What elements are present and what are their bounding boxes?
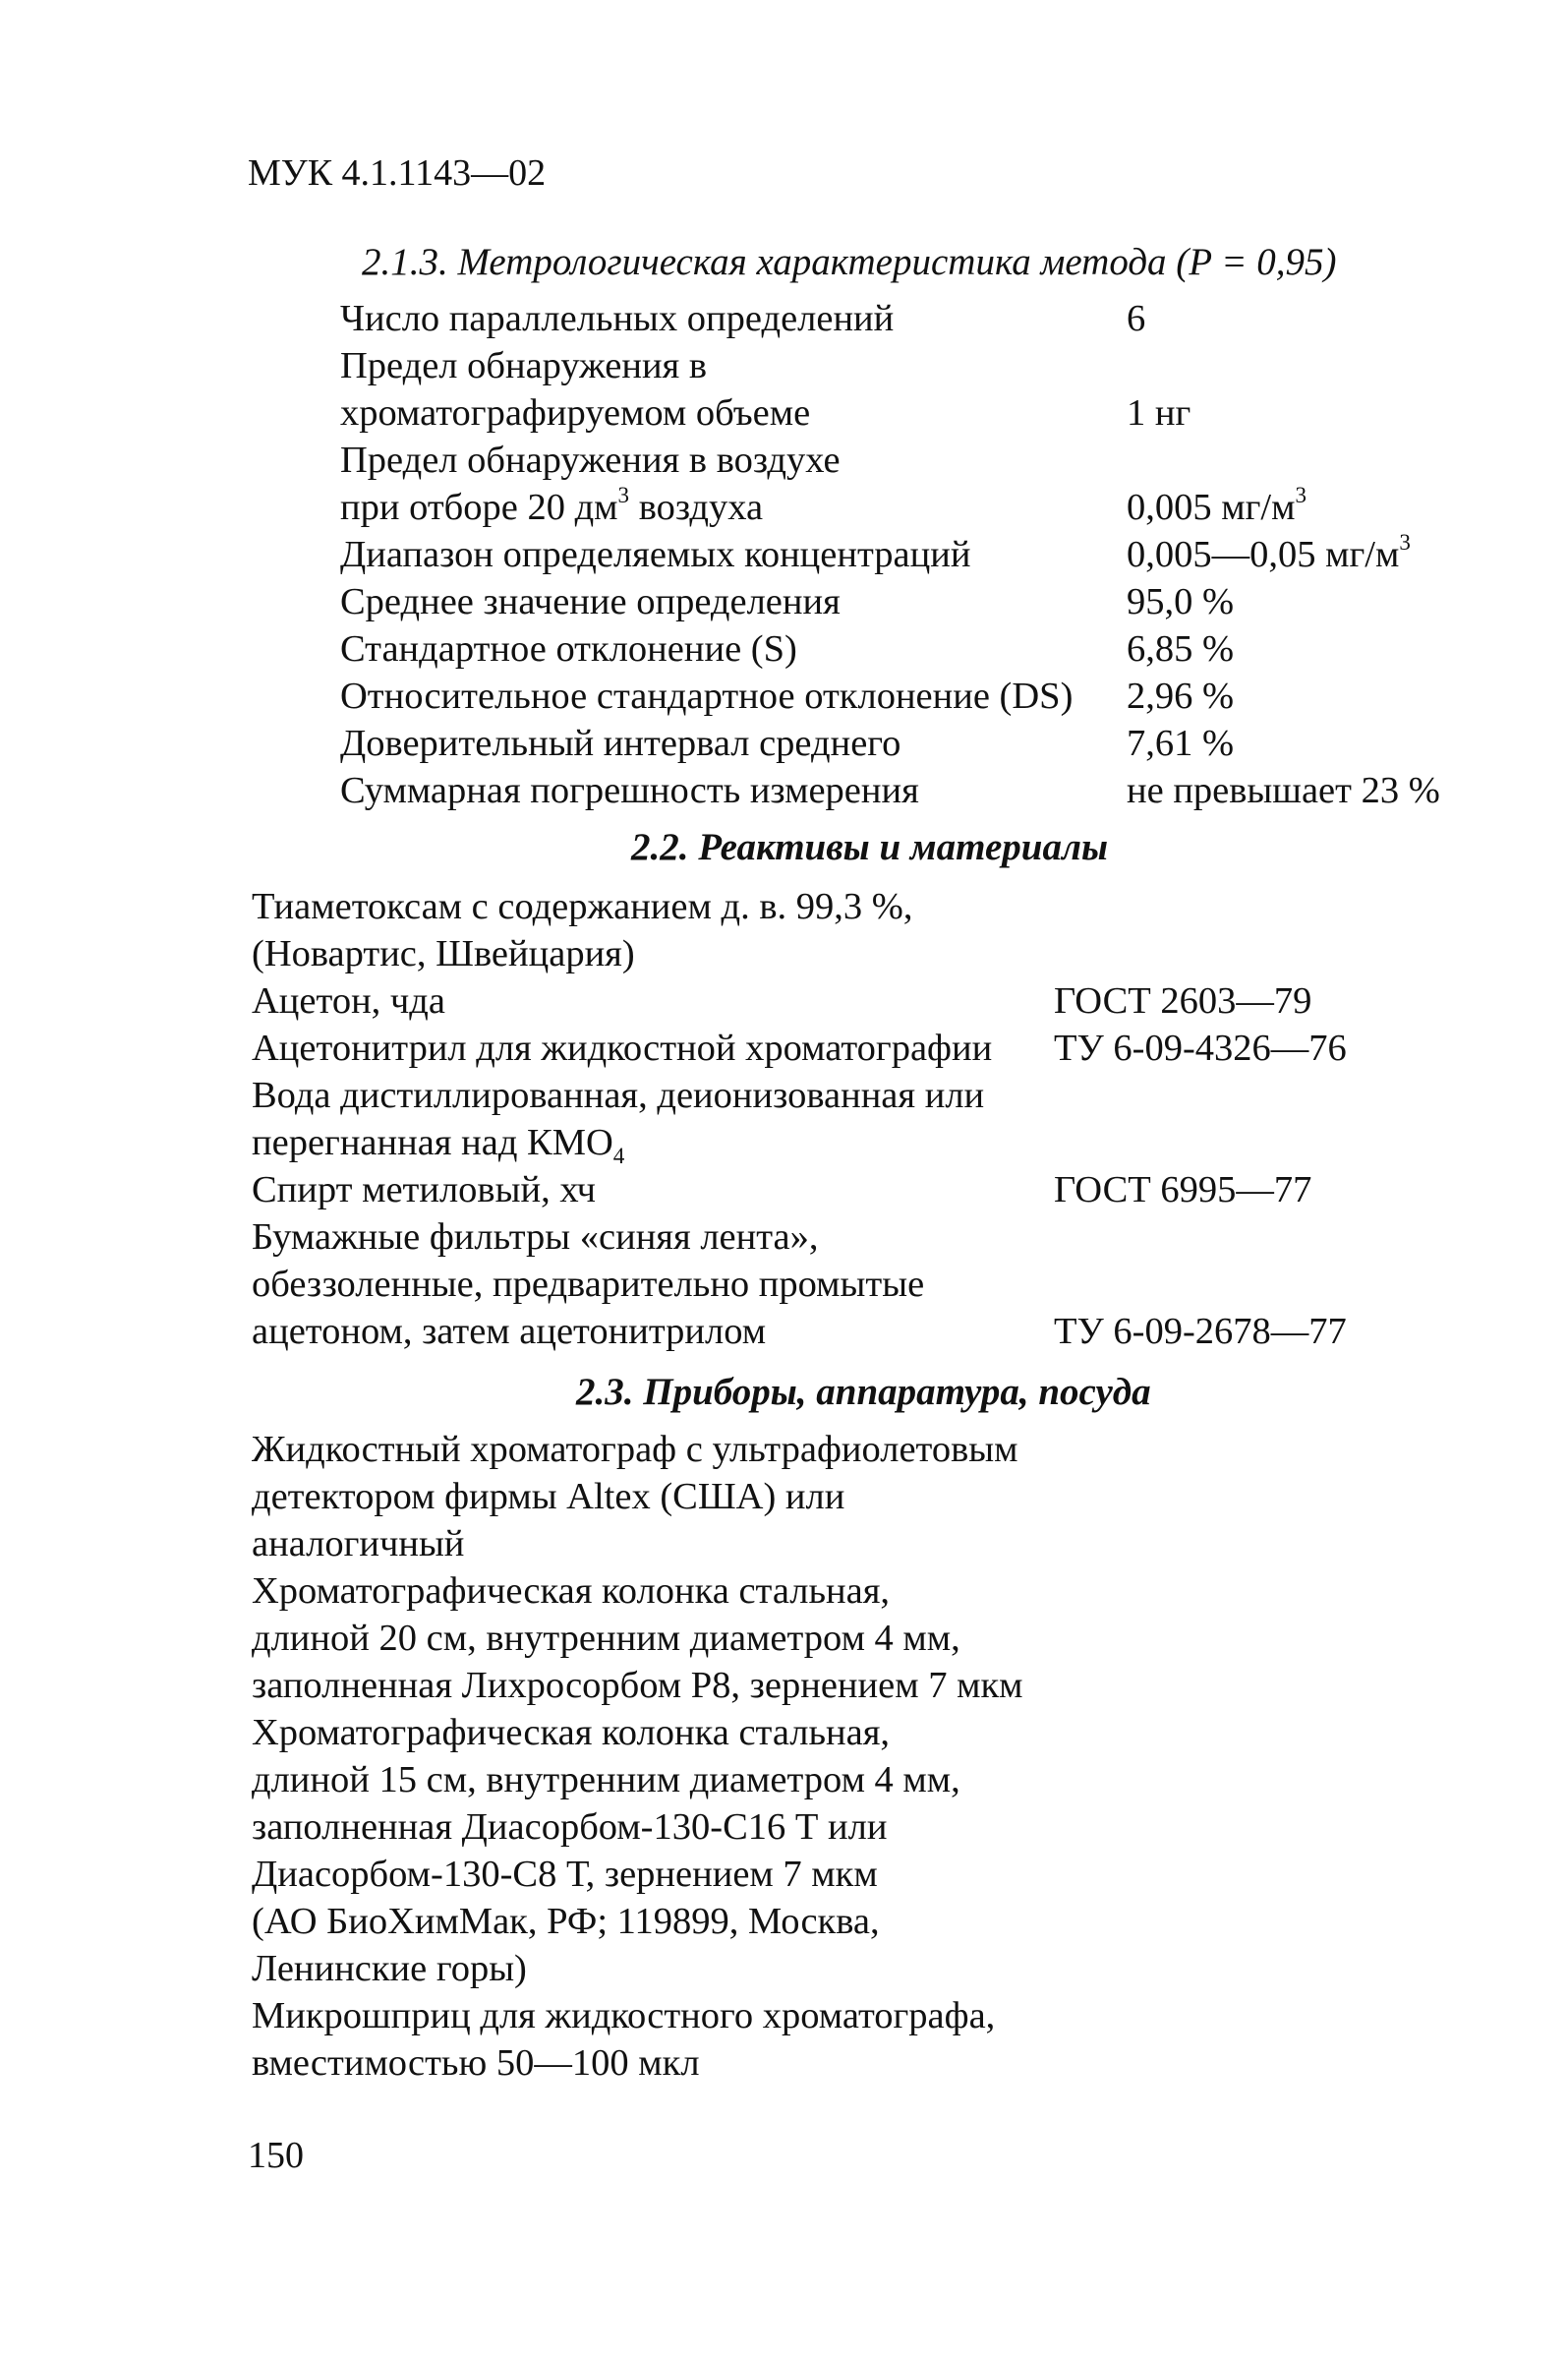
row-label: Вода дистиллированная, деионизованная или bbox=[252, 1075, 985, 1116]
row-label: Спирт метиловый, хч bbox=[252, 1169, 597, 1210]
list-line: Хроматографическая колонка стальная, bbox=[252, 1570, 891, 1612]
row-value: 6,85 % bbox=[1127, 628, 1235, 670]
row-label: Бумажные фильтры «синяя лента», bbox=[252, 1216, 819, 1258]
row-value: ТУ 6-09-2678—77 bbox=[1054, 1311, 1347, 1352]
row-value: 6 bbox=[1127, 298, 1146, 339]
row-label: Диапазон определяемых концентраций bbox=[340, 534, 971, 575]
row-value: 0,005—0,05 $мг/м^3$ bbox=[1127, 528, 1411, 575]
list-line: детектором фирмы Altex (США) или bbox=[252, 1476, 845, 1517]
row-value: 1 нг bbox=[1127, 392, 1191, 434]
section-2-3-title: 2.3. Приборы, аппаратура, посуда bbox=[576, 1371, 1151, 1413]
row-value: ГОСТ 2603—79 bbox=[1054, 980, 1312, 1022]
row-label: обеззоленные, предварительно промытые bbox=[252, 1264, 925, 1305]
list-line: Микрошприц для жидкостного хроматографа, bbox=[252, 1995, 996, 2036]
row-label: Ацетон, чда bbox=[252, 980, 445, 1022]
row-label: (Новартис, Швейцария) bbox=[252, 933, 635, 974]
row-label: Предел обнаружения в bbox=[340, 345, 708, 386]
row-label: Тиаметоксам с содержанием д. в. 99,3 %, bbox=[252, 886, 913, 927]
list-line: Жидкостный хроматограф с ультрафиолетовым bbox=[252, 1429, 1018, 1470]
page-header: МУК 4.1.1143—02 bbox=[248, 152, 547, 194]
row-value: 95,0 % bbox=[1127, 581, 1235, 622]
list-line: длиной 15 см, внутренним диаметром 4 мм, bbox=[252, 1759, 960, 1800]
row-label: при отборе 20 $дм^3$ воздуха bbox=[340, 481, 764, 528]
row-label: Среднее значение определения bbox=[340, 581, 841, 622]
list-line: Диасорбом-130-С8 Т, зернением 7 мкм bbox=[252, 1854, 878, 1895]
list-line: длиной 20 см, внутренним диаметром 4 мм, bbox=[252, 1618, 960, 1659]
row-label: Стандартное отклонение (S) bbox=[340, 628, 797, 670]
list-line: аналогичный bbox=[252, 1523, 465, 1564]
row-value: ГОСТ 6995—77 bbox=[1054, 1169, 1312, 1210]
list-line: Хроматографическая колонка стальная, bbox=[252, 1712, 891, 1753]
row-value: 0,005 $мг/м^3$ bbox=[1127, 481, 1307, 528]
page-number: 150 bbox=[248, 2135, 304, 2176]
row-label: Число параллельных определений bbox=[340, 298, 895, 339]
row-value: не превышает 23 % bbox=[1127, 770, 1440, 811]
row-label: Суммарная погрешность измерения bbox=[340, 770, 919, 811]
list-line: Ленинские горы) bbox=[252, 1948, 527, 1989]
row-label: Относительное стандартное отклонение (DS) bbox=[340, 676, 1074, 717]
section-2-1-3-title: 2.1.3. Метрологическая характеристика метода (P = 0,95) bbox=[362, 241, 1337, 283]
list-line: вместимостью 50—100 мкл bbox=[252, 2042, 700, 2084]
row-label: хроматографируемом объеме bbox=[340, 392, 811, 434]
row-value: ТУ 6-09-4326—76 bbox=[1054, 1028, 1347, 1069]
list-line: заполненная Лихросорбом Р8, зернением 7 мкм bbox=[252, 1665, 1023, 1706]
row-label: Предел обнаружения в воздухе bbox=[340, 440, 841, 481]
row-label: Доверительный интервал среднего bbox=[340, 723, 901, 764]
list-line: (АО БиоХимМак, РФ; 119899, Москва, bbox=[252, 1901, 880, 1942]
row-label: ацетоном, затем ацетонитрилом bbox=[252, 1311, 767, 1352]
row-value: 7,61 % bbox=[1127, 723, 1235, 764]
list-line: заполненная Диасорбом-130-С16 Т или bbox=[252, 1806, 888, 1848]
row-label: перегнанная над $КМО_4$ bbox=[252, 1122, 625, 1168]
row-value: 2,96 % bbox=[1127, 676, 1235, 717]
section-2-2-title: 2.2. Реактивы и материалы bbox=[631, 826, 1109, 868]
row-label: Ацетонитрил для жидкостной хроматографии bbox=[252, 1028, 993, 1069]
